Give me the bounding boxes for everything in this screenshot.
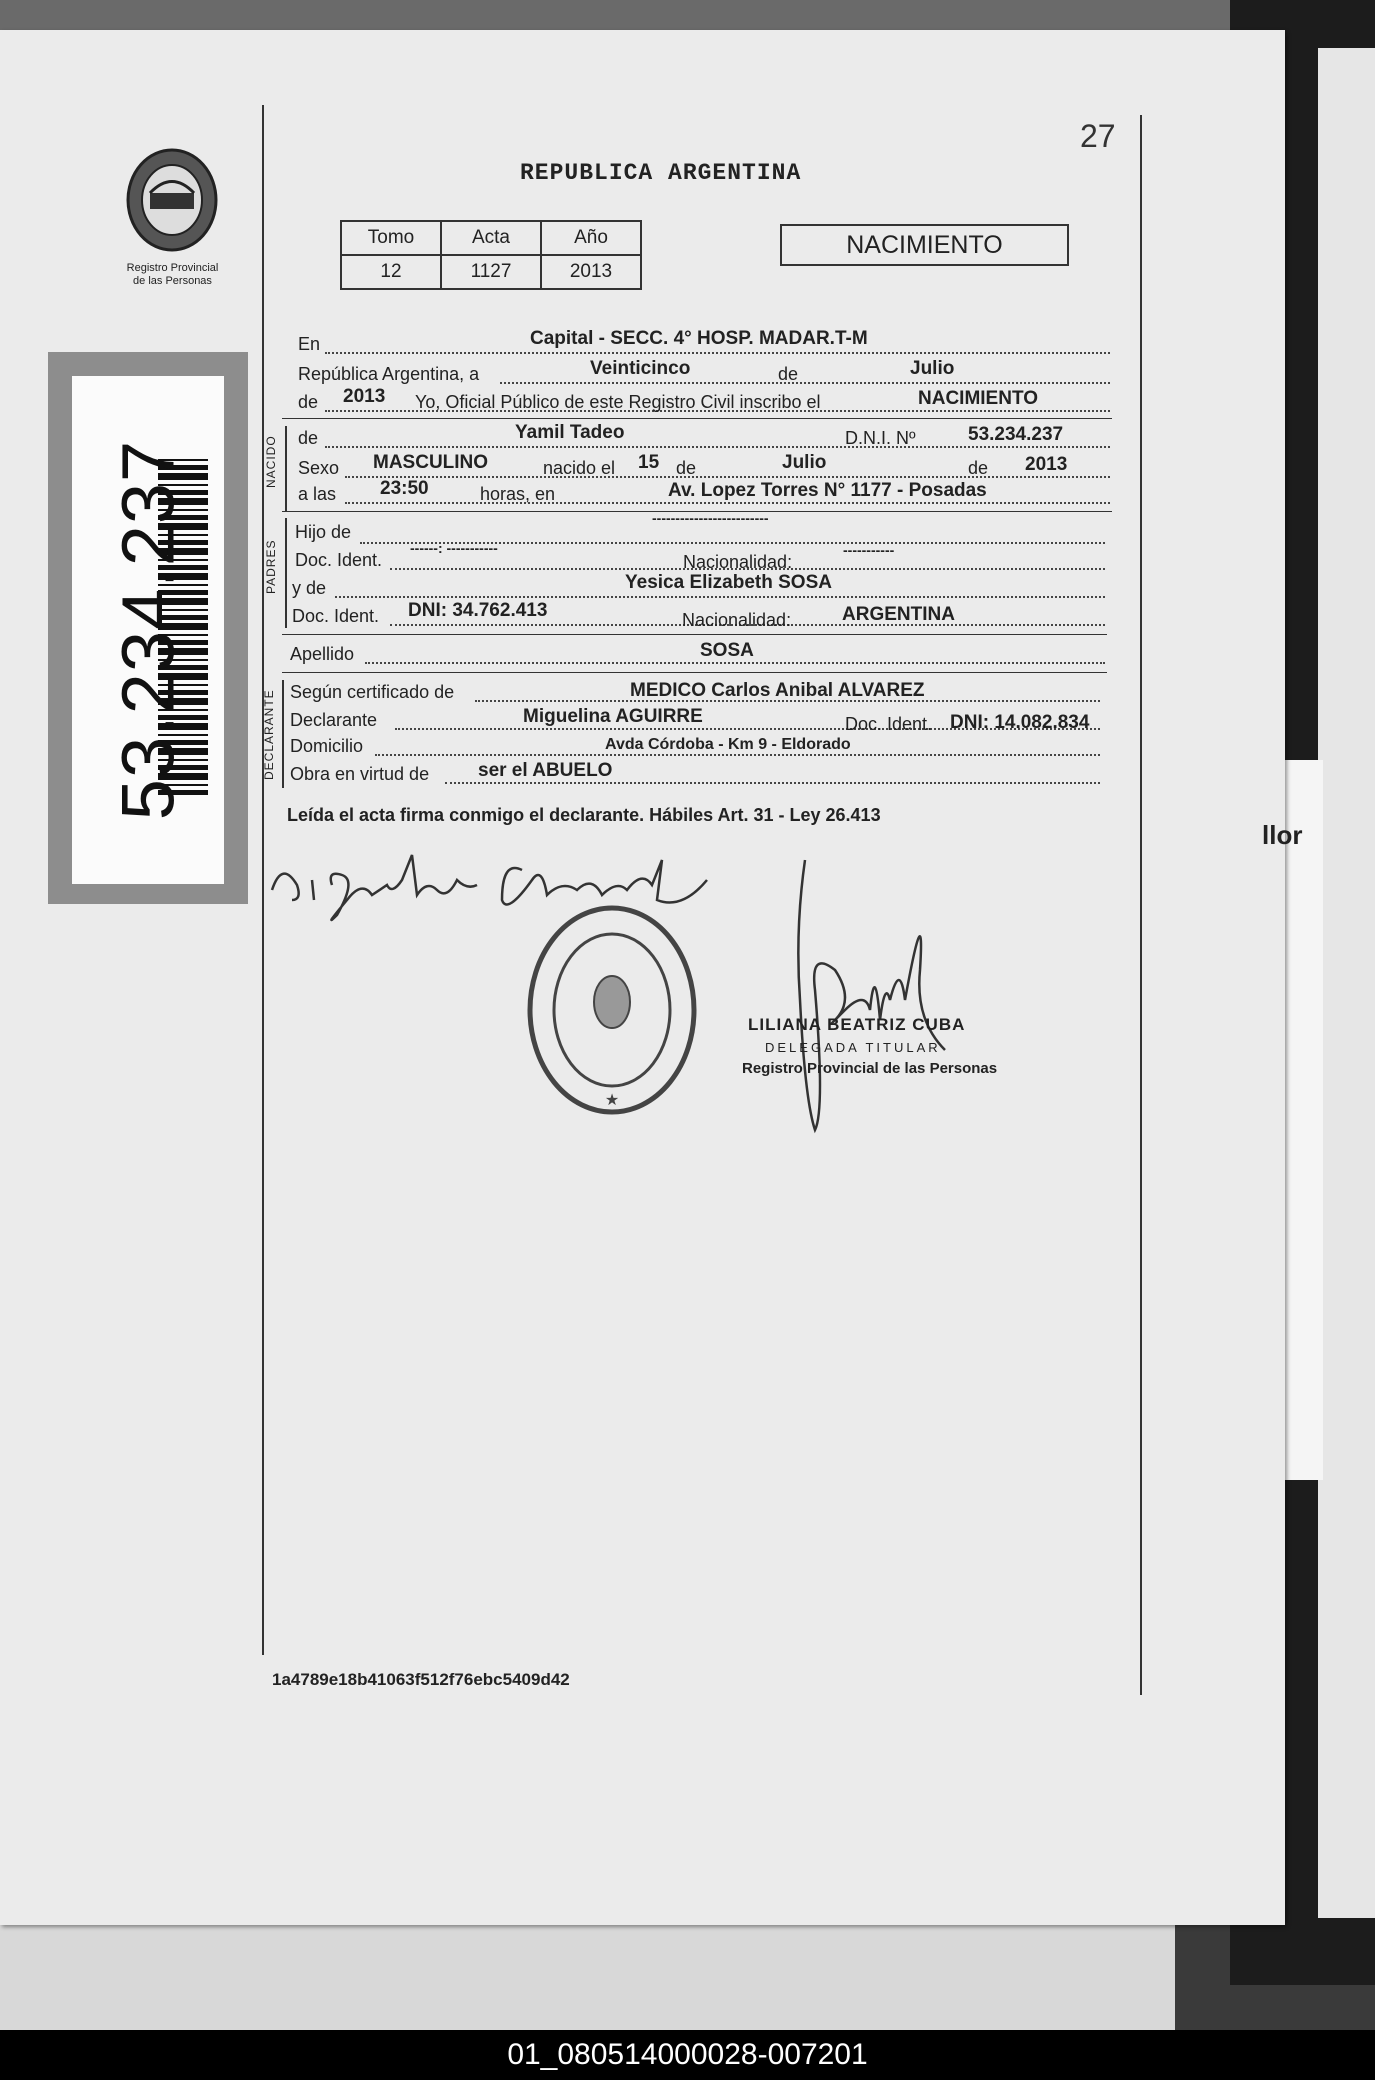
label-nacionalidad: Nacionalidad: bbox=[683, 552, 793, 572]
record-header-acta: Acta bbox=[441, 221, 541, 255]
official-name: LILIANA BEATRIZ CUBA bbox=[748, 1015, 966, 1034]
value-dni: 53.234.237 bbox=[968, 424, 1064, 445]
label-a-las: a las bbox=[298, 484, 337, 504]
document-type-box: NACIMIENTO bbox=[780, 224, 1069, 266]
label-horas-en: horas, en bbox=[480, 484, 556, 504]
label-domicilio: Domicilio bbox=[290, 736, 364, 756]
dotted-line bbox=[365, 662, 1105, 664]
record-value-tomo: 12 bbox=[341, 255, 441, 289]
value-lugar-nacimiento: Av. Lopez Torres N° 1177 - Posadas bbox=[668, 480, 987, 501]
right-margin-line bbox=[1140, 115, 1142, 1695]
value-nombre: Yamil Tadeo bbox=[515, 422, 625, 443]
value-anio: 2013 bbox=[343, 386, 386, 407]
label-obra: Obra en virtud de bbox=[290, 764, 430, 784]
label-nacionalidad2: Nacionalidad: bbox=[682, 610, 792, 630]
label-de-nombre: de bbox=[298, 428, 319, 448]
official-stamp bbox=[520, 900, 705, 1120]
value-sexo: MASCULINO bbox=[373, 452, 489, 473]
label-de-dia: de bbox=[676, 458, 697, 478]
official-role: DELEGADA TITULAR bbox=[765, 1040, 941, 1055]
dotted-line bbox=[325, 352, 1110, 354]
section-brace bbox=[285, 426, 287, 512]
record-table bbox=[340, 220, 642, 290]
label-y-de: y de bbox=[292, 578, 327, 598]
page-number: 27 bbox=[1080, 118, 1116, 154]
official-signature bbox=[775, 850, 955, 1140]
section-rule bbox=[282, 634, 1107, 635]
section-rule bbox=[282, 418, 1112, 419]
value-certificado: MEDICO Carlos Anibal ALVAREZ bbox=[630, 680, 925, 701]
value-declarante: Miguelina AGUIRRE bbox=[523, 706, 703, 727]
record-header-anio: Año bbox=[541, 221, 641, 255]
label-doc-ident3: Doc. Ident. bbox=[845, 714, 933, 734]
label-en: En bbox=[298, 334, 321, 354]
official-organization: Registro Provincial de las Personas bbox=[742, 1060, 998, 1077]
value-lugar: Capital - SECC. 4° HOSP. MADAR.T-M bbox=[530, 328, 868, 349]
svg-text:★: ★ bbox=[604, 1092, 620, 1109]
value-declarante-doc: DNI: 14.082.834 bbox=[950, 712, 1090, 733]
value-madre-nac: ARGENTINA bbox=[842, 604, 955, 625]
section-brace bbox=[285, 518, 287, 628]
value-obra: ser el ABUELO bbox=[478, 760, 613, 781]
label-doc-ident2: Doc. Ident. bbox=[292, 606, 380, 626]
dotted-line bbox=[335, 596, 1105, 598]
section-brace bbox=[282, 680, 284, 788]
label-de-mes: de bbox=[778, 364, 799, 384]
logo-caption-line2: de las Personas bbox=[133, 275, 212, 287]
label-dni: D.N.I. Nº bbox=[845, 428, 916, 448]
dotted-line bbox=[500, 382, 1110, 384]
value-nacido-dia: 15 bbox=[638, 452, 660, 473]
dotted-line bbox=[325, 446, 1110, 448]
label-declarante: Declarante bbox=[290, 710, 378, 730]
adjacent-page bbox=[1318, 48, 1375, 1918]
label-apellido: Apellido bbox=[290, 644, 355, 664]
logo-caption-line1: Registro Provincial bbox=[126, 262, 219, 274]
document-title: REPUBLICA ARGENTINA bbox=[520, 160, 802, 186]
value-padre-doc: ------: ----------- bbox=[410, 540, 498, 556]
record-value-anio: 2013 bbox=[541, 255, 641, 289]
value-mes: Julio bbox=[910, 358, 955, 379]
side-label-declarante: DECLARANTE bbox=[262, 689, 276, 780]
dotted-line bbox=[445, 782, 1100, 784]
label-nacido-el: nacido el bbox=[543, 458, 616, 478]
dotted-line bbox=[375, 754, 1100, 756]
document-hash: 1a4789e18b41063f512f76ebc5409d42 bbox=[272, 1670, 570, 1689]
label-sexo: Sexo bbox=[298, 458, 340, 478]
dotted-line bbox=[345, 476, 1110, 478]
value-nacido-anio: 2013 bbox=[1025, 454, 1068, 475]
label-yo-oficial: Yo, Oficial Público de este Registro Civil inscribo el bbox=[415, 392, 821, 412]
label-doc-ident: Doc. Ident. bbox=[295, 550, 383, 570]
value-padre: ------------------------- bbox=[652, 510, 769, 526]
side-label-padres: PADRES bbox=[264, 539, 278, 594]
value-madre: Yesica Elizabeth SOSA bbox=[625, 572, 832, 593]
value-tipo: NACIMIENTO bbox=[918, 388, 1038, 409]
label-republica: República Argentina, a bbox=[298, 364, 480, 384]
label-segun: Según certificado de bbox=[290, 682, 455, 702]
barcode-number: 53.234.237 bbox=[106, 439, 190, 821]
logo-caption bbox=[100, 262, 245, 288]
record-value-acta: 1127 bbox=[441, 255, 541, 289]
record-header-tomo: Tomo bbox=[341, 221, 441, 255]
value-padre-nac: ----------- bbox=[843, 542, 895, 558]
value-dia-texto: Veinticinco bbox=[590, 358, 691, 379]
label-de-anio2: de bbox=[968, 458, 989, 478]
province-seal-logo bbox=[120, 145, 225, 255]
value-madre-doc: DNI: 34.762.413 bbox=[408, 600, 548, 621]
scan-identifier: 01_080514000028-007201 bbox=[0, 2030, 1375, 2080]
value-nacido-mes: Julio bbox=[782, 452, 827, 473]
value-domicilio: Avda Córdoba - Km 9 - Eldorado bbox=[605, 736, 851, 753]
section-rule bbox=[282, 672, 1107, 673]
label-de-anio: de bbox=[298, 392, 319, 412]
label-hijo-de: Hijo de bbox=[295, 522, 352, 542]
dotted-line bbox=[345, 502, 1110, 504]
closing-statement: Leída el acta firma conmigo el declarante. Hábiles Art. 31 - Ley 26.413 bbox=[287, 805, 881, 825]
adjacent-page-text: llor bbox=[1262, 820, 1303, 850]
side-label-nacido: NACIDO bbox=[264, 435, 278, 488]
value-apellido: SOSA bbox=[700, 640, 754, 661]
value-hora: 23:50 bbox=[380, 478, 429, 499]
